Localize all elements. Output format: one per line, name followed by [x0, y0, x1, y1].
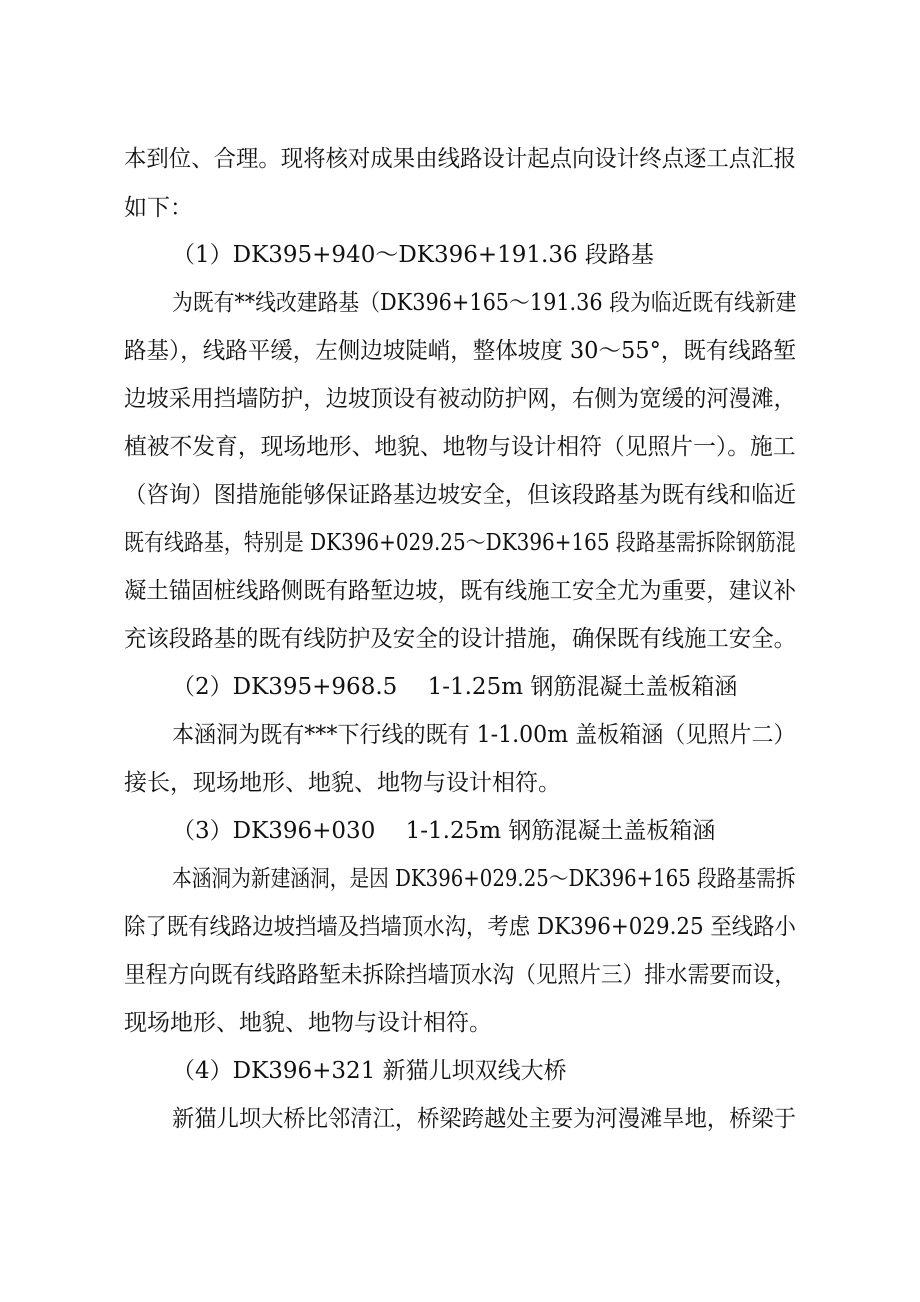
- paragraph-line: 为既有**线改建路基（DK396+165～191.36 段为临近既有线新建: [172, 290, 797, 316]
- paragraph-line: 里程方向既有线路路堑未拆除挡墙顶水沟（见照片三）排水需要而设，: [124, 962, 796, 988]
- text-line: 本到位、合理。现将核对成果由线路设计起点向设计终点逐工点汇报: [124, 146, 796, 172]
- paragraph-line: （咨询）图措施能够保证路基边坡安全，但该段路基为既有线和临近: [124, 482, 796, 508]
- section-heading: （1）DK395+940～DK396+191.36 段路基: [172, 242, 654, 268]
- paragraph-line: 除了既有线路边坡挡墙及挡墙顶水沟，考虑 DK396+029.25 至线路小: [124, 914, 796, 940]
- paragraph-line: 既有线路基，特别是 DK396+029.25～DK396+165 段路基需拆除钢筋混: [124, 530, 796, 556]
- section-heading: （4）DK396+321 新猫儿坝双线大桥: [172, 1058, 567, 1084]
- paragraph-line: 凝土锚固桩线路侧既有路堑边坡，既有线施工安全尤为重要，建议补: [124, 578, 796, 604]
- paragraph-line: 路基），线路平缓，左侧边坡陡峭，整体坡度 30～55°，既有线路堑: [124, 338, 796, 364]
- paragraph-line: 充该段路基的既有线防护及安全的设计措施，确保既有线施工安全。: [124, 626, 796, 652]
- section-heading: （2）DK395+968.5 1-1.25m 钢筋混凝土盖板箱涵: [172, 674, 738, 700]
- text-line: 如下：: [124, 195, 193, 221]
- paragraph-line: 本涵洞为既有***下行线的既有 1-1.00m 盖板箱涵（见照片二）: [172, 722, 796, 748]
- paragraph-line: 接长，现场地形、地貌、地物与设计相符。: [124, 770, 561, 796]
- paragraph-line: 边坡采用挡墙防护，边坡顶设有被动防护网，右侧为宽缓的河漫滩，: [124, 386, 796, 412]
- paragraph-line: 现场地形、地貌、地物与设计相符。: [124, 1010, 492, 1036]
- section-heading: （3）DK396+030 1-1.25m 钢筋混凝土盖板箱涵: [172, 818, 716, 844]
- paragraph-line: 本涵洞为新建涵洞，是因 DK396+029.25～DK396+165 段路基需拆: [172, 866, 796, 892]
- paragraph-line: 新猫儿坝大桥比邻清江，桥梁跨越处主要为河漫滩旱地，桥梁于: [172, 1106, 796, 1132]
- paragraph-line: 植被不发育，现场地形、地貌、地物与设计相符（见照片一）。施工: [124, 434, 796, 460]
